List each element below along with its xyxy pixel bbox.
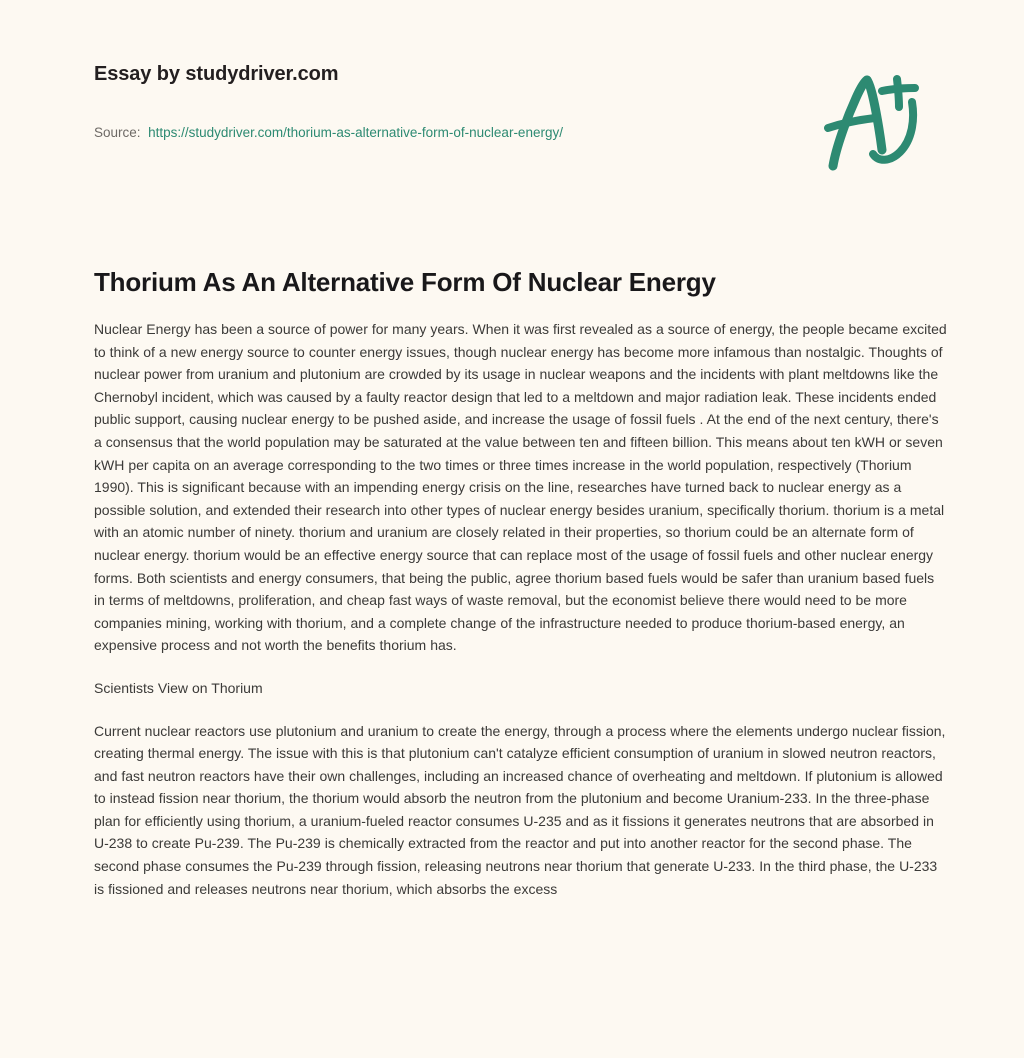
document-body bbox=[94, 318, 948, 900]
paragraph: Nuclear Energy has been a source of power for many years. When it was first revealed as a source of energy, the people became excited to think of a new energy source to counter energy issues, though nuclear energy has become more infamous than nostalgic. Thoughts of nuclear power from uranium and plutonium are crowded by its usage in nuclear weapons and the incidents with plant meltdowns like the Chernobyl incident, which was caused by a faulty reactor design that led to a meltdown and major radiation leak. These incidents ended public support, causing nuclear energy to be pushed aside, and increase the usage of fossil fuels . At the end of the next century, there's a consensus that the world population may be saturated at the value between ten and fifteen billion. This means about ten kWH or seven kWH per capita on an average corresponding to the two times or three times increase in the world population, respectively (Thorium 1990). This is significant because with an impending energy crisis on the line, researches have turned back to nuclear energy as a possible solution, and extended their research into other types of nuclear energy besides uranium, specifically thorium. thorium is a metal with an atomic number of ninety. thorium and uranium are closely related in their properties, so thorium could be an alternate form of nuclear energy. thorium would be an effective energy source that can replace most of the usage of fossil fuels and other nuclear energy forms. Both scientists and energy consumers, that being the public, agree thorium based fuels would be safer than uranium based fuels in terms of meltdowns, proliferation, and cheap fast ways of waste removal, but the economist believe there would need to be more companies mining, working with thorium, and a complete change of the infrastructure needed to produce thorium-based energy, an expensive process and not worth the benefits thorium has. bbox=[94, 321, 947, 654]
source-label: Source: bbox=[94, 125, 141, 140]
source-url-link[interactable]: https://studydriver.com/thorium-as-alternative-form-of-nuclear-energy/ bbox=[148, 125, 563, 140]
studydriver-a-plus-logo-icon bbox=[812, 62, 930, 182]
document-header bbox=[0, 0, 1024, 215]
byline: Essay by studydriver.com bbox=[94, 63, 339, 85]
source-line bbox=[94, 125, 563, 140]
paragraph: Current nuclear reactors use plutonium and uranium to create the energy, through a process where the elements undergo nuclear fission, creating thermal energy. The issue with this is that plutonium can't catalyze efficient consumption of uranium in slowed neutron reactors, and fast neutron reactors have their own challenges, including an increased chance of overheating and meltdown. If plutonium is allowed to instead fission near thorium, the thorium would absorb the neutron from the plutonium and become Uranium-233. In the three-phase plan for efficiently using thorium, a uranium-fueled reactor consumes U-235 and as it fissions it generates neutrons that are absorbed in U-238 to create Pu-239. The Pu-239 is chemically extracted from the reactor and put into another reactor for the second phase. The second phase consumes the Pu-239 through fission, releasing neutrons near thorium that generate U-233. In the third phase, the U-233 is fissioned and releases neutrons near thorium, which absorbs the excess bbox=[94, 722, 946, 897]
page-title: Thorium As An Alternative Form Of Nuclear Energy bbox=[94, 267, 716, 298]
section-heading: Scientists View on Thorium bbox=[94, 679, 263, 696]
